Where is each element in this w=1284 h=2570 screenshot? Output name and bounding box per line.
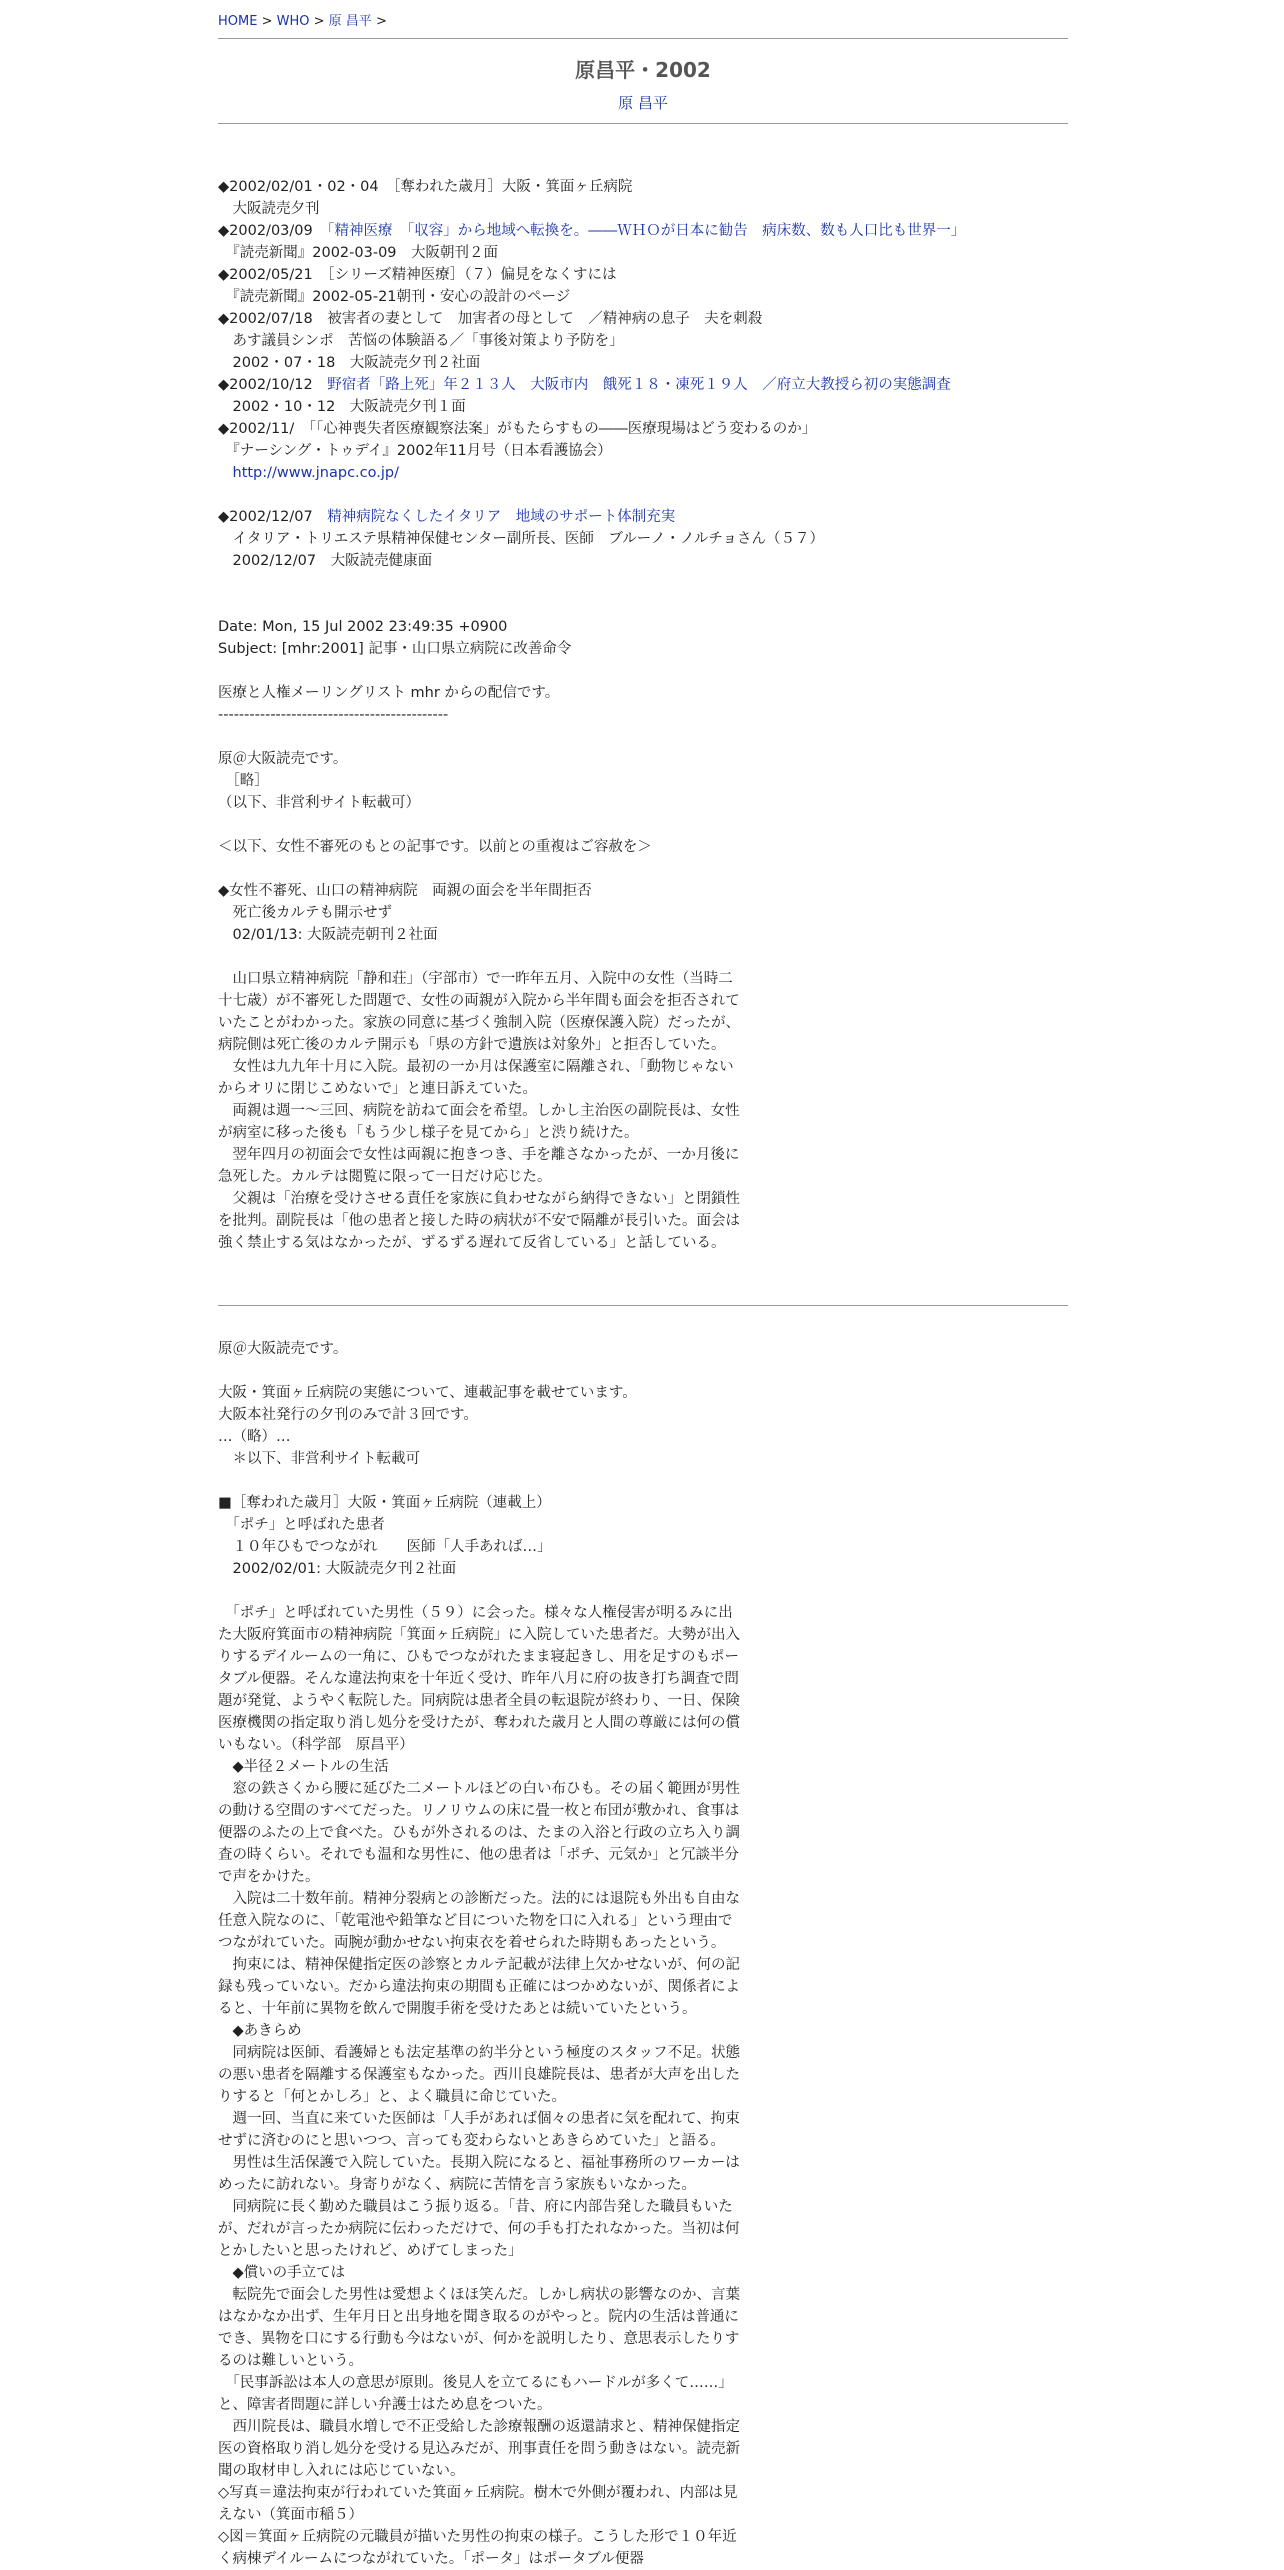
mail-line <box>218 946 1068 968</box>
article-line: 週一回、当直に来ていた医師は「人手があれば個々の患者に気を配れて、拘束 <box>218 2111 740 2127</box>
article-line: ◇写真＝違法拘束が行われていた箕面ヶ丘病院。樹木で外側が覆われ、内部は見 <box>218 2485 738 2501</box>
breadcrumb-person-link[interactable]: 原 昌平 <box>328 14 372 29</box>
list-line <box>218 198 1068 220</box>
mail-line: 山口県立精神病院「静和荘」（宇部市）で一昨年五月、入院中の女性（当時二 <box>218 971 733 987</box>
mail-line: Subject: [mhr:2001] 記事・山口県立病院に改善命令 <box>218 641 572 657</box>
mail-line: 父親は「治療を受けさせる責任を家族に負わせながら納得できない」と閉鎖性 <box>218 1191 740 1207</box>
list-line <box>218 264 1068 286</box>
article-line: 「ポチ」と呼ばれた患者 <box>218 1517 385 1533</box>
mail-line <box>218 660 1068 682</box>
article-line: ■［奪われた歳月］大阪・箕面ヶ丘病院（連載上） <box>218 1495 551 1511</box>
breadcrumb-separator: > <box>309 14 329 29</box>
mail-line: 02/01/13: 大阪読売朝刊２社面 <box>218 927 438 943</box>
list-line <box>218 242 1068 264</box>
article-line: 査の時くらい。それでも温和な男性に、他の患者は「ポチ、元気か」と冗談半分 <box>218 1847 739 1863</box>
mail-line: 両親は週一～三回、病院を訪ねて面会を希望。しかし主治医の副院長は、女性 <box>218 1103 740 1119</box>
list-line-text: ◆2002/10/12 <box>218 377 328 393</box>
article-line: 転院先で面会した男性は愛想よくほほ笑んだ。しかし病状の影響なのか、言葉 <box>218 2287 740 2303</box>
mail-line: ［略］ <box>218 773 269 789</box>
article-line: ◇図＝箕面ヶ丘病院の元職員が描いた男性の拘束の様子。こうした形で１０年近 <box>218 2529 737 2545</box>
article-line: タブル便器。そんな違法拘束を十年近く受け、昨年八月に府の抜き打ち調査で問 <box>218 1671 739 1687</box>
breadcrumb-separator: > <box>371 14 387 29</box>
article-body <box>218 1338 1068 2570</box>
article-line: 拘束には、精神保健指定医の診察とカルテ記載が法律上欠かせないが、何の記 <box>218 1957 740 1973</box>
list-line-text: 2002・10・12 大阪読売夕刊１面 <box>218 399 466 415</box>
list-line-text: ◆2002/12/07 <box>218 509 328 525</box>
list-line-text: 大阪読売夕刊 <box>218 201 320 217</box>
article-link[interactable]: 「精神医療 「収容」から地域へ転換を。――ＷＨＯが日本に勧告 病床数、数も人口比も世界一」 <box>327 223 966 239</box>
article-line: とかしたいと思ったけれど、めげてしまった」 <box>218 2243 523 2259</box>
article-line: １０年ひもでつながれ 医師「人手あれば…」 <box>218 1539 552 1555</box>
list-line <box>218 550 1068 572</box>
list-line <box>218 330 1068 352</box>
article-line: 題が発覚、ようやく転院した。同病院は患者全員の転退院が終わり、一日、保険 <box>218 1693 740 1709</box>
article-line: く病棟デイルームにつながれていた。「ポータ」はポータブル便器 <box>218 2551 644 2567</box>
article-line: めったに訪れない。身寄りがなく、病院に苦情を言う家族もいなかった。 <box>218 2177 697 2193</box>
article-line: りするデイルームの一角に、ひもでつながれたまま寝起きし、用を足すのもポー <box>218 1649 739 1665</box>
article-line: せずに済むのにと思いつつ、言っても変わらないとあきらめていた」と語る。 <box>218 2133 725 2149</box>
breadcrumb-separator: > <box>257 14 277 29</box>
article-line: るのは難しいという。 <box>218 2353 363 2369</box>
list-line-text: ◆2002/02/01・02・04 ［奪われた歳月］大阪・箕面ヶ丘病院 <box>218 179 633 195</box>
article-line: の悪い患者を隔離する保護室もなかった。西川良雄院長は、患者が大声を出した <box>218 2067 740 2083</box>
breadcrumb <box>218 10 387 29</box>
mail-line: が病室に移った後も「もう少し様子を見てから」と渋り続けた。 <box>218 1125 639 1141</box>
article-line: 同病院に長く勤めた職員はこう振り返る。「昔、府に内部告発した職員もいた <box>218 2199 733 2215</box>
article-line: ◆半径２メートルの生活 <box>218 1759 389 1775</box>
article-line: ◆あきらめ <box>218 2023 302 2039</box>
list-line <box>218 176 1068 198</box>
mail-line: ＜以下、女性不審死のもとの記事です。以前との重複はご容赦を＞ <box>218 839 652 855</box>
article-line: 原＠大阪読売です。 <box>218 1341 348 1357</box>
mail-line: からオリに閉じこめないで」と連日訴えていた。 <box>218 1081 537 1097</box>
mail-line: 翌年四月の初面会で女性は両親に抱きつき、手を離さなかったが、一か月後に <box>218 1147 740 1163</box>
mail-line <box>218 858 1068 880</box>
list-line[interactable] <box>218 374 1068 396</box>
mail-line: -------------------------------------------- <box>218 707 449 723</box>
article-line: 「ポチ」と呼ばれていた男性（５９）に会った。様々な人権侵害が明るみに出 <box>218 1605 733 1621</box>
mail-line: 急死した。カルテは閲覧に限って一日だけ応じた。 <box>218 1169 552 1185</box>
mail-line: 原＠大阪読売です。 <box>218 751 348 767</box>
mail-line: （以下、非営利サイト転載可） <box>218 795 420 811</box>
article-line: えない（箕面市稲５） <box>218 2507 363 2523</box>
mail-line: 死亡後カルテも開示せず <box>218 905 392 921</box>
article-line: 「民事訴訟は本人の意思が原則。後見人を立てるにもハードルが多くて……」 <box>218 2375 733 2391</box>
mail-line: Date: Mon, 15 Jul 2002 23:49:35 +0900 <box>218 619 508 635</box>
article-line: 2002/02/01: 大阪読売夕刊２社面 <box>218 1561 457 1577</box>
article-line: 便器のふたの上で食べた。ひもが外されるのは、たまの入浴と行政の立ち入り調 <box>218 1825 740 1841</box>
list-line <box>218 440 1068 462</box>
article-line: 大阪本社発行の夕刊のみで計３回です。 <box>218 1407 478 1423</box>
article-line: で声をかけた。 <box>218 1869 320 1885</box>
article-line <box>218 1470 1068 1492</box>
list-line-text: 2002・07・18 大阪読売夕刊２社面 <box>218 355 481 371</box>
list-line <box>218 528 1068 550</box>
list-line <box>218 418 1068 440</box>
list-line-text: ◆2002/11/ 「「心神喪失者医療観察法案」がもたらすもの――医療現場はどう変わるのか」 <box>218 421 817 437</box>
article-link[interactable]: http://www.jnapc.co.jp/ <box>218 465 399 481</box>
page-title: 原昌平・2002 <box>575 58 711 82</box>
list-line[interactable] <box>218 462 1068 484</box>
article-line: 医療機関の指定取り消し処分を受けたが、奪われた歳月と人間の尊厳には何の償 <box>218 1715 740 1731</box>
article-line: 録も残っていない。だから違法拘束の期間も正確にはつかめないが、関係者によ <box>218 1979 740 1995</box>
list-line-text: あす議員シンポ 苦悩の体験語る／「事後対策より予防を」 <box>218 333 624 349</box>
breadcrumb-home-link[interactable]: HOME <box>218 14 258 29</box>
article-line: 男性は生活保護で入院していた。長期入院になると、福祉事務所のワーカーは <box>218 2155 740 2171</box>
article-line <box>218 1580 1068 1602</box>
divider <box>218 123 1068 124</box>
list-line[interactable] <box>218 220 1068 242</box>
list-line <box>218 308 1068 330</box>
article-line: 窓の鉄さくから腰に延びた二メートルほどの白い布ひも。その届く範囲が男性 <box>218 1781 740 1797</box>
article-line: ると、十年前に異物を飲んで開腹手術を受けたあとは続いていたという。 <box>218 2001 697 2017</box>
article-line: 同病院は医師、看護婦とも法定基準の約半分という極度のスタッフ不足。状態 <box>218 2045 740 2061</box>
list-line[interactable] <box>218 506 1068 528</box>
article-line: りすると「何とかしろ」と、よく職員に命じていた。 <box>218 2089 566 2105</box>
article-line: ◆償いの手立ては <box>218 2265 346 2281</box>
article-line: 西川院長は、職員水増しで不正受給した診療報酬の返還請求と、精神保健指定 <box>218 2419 740 2435</box>
list-line-text: イタリア・トリエステ県精神保健センター副所長、医師 ブルーノ・ノルチョさん（５７） <box>218 531 824 547</box>
article-line <box>218 1360 1068 1382</box>
list-line-text: 『読売新聞』2002-03-09 大阪朝刊２面 <box>218 245 499 261</box>
article-line: が、だれが言ったか病院に伝わっただけで、何の手も打たれなかった。当初は何 <box>218 2221 740 2237</box>
mail-line: 十七歳）が不審死した問題で、女性の両親が入院から半年間も面会を拒否されて <box>218 993 740 1009</box>
breadcrumb-who-link[interactable]: WHO <box>276 14 310 29</box>
list-line-text: ◆2002/07/18 被害者の妻として 加害者の母として ／精神病の息子 夫を刺殺 <box>218 311 763 327</box>
mail-line <box>218 814 1068 836</box>
mail-line: を批判。副院長は「他の患者と接した時の病状が不安で隔離が長引いた。面会は <box>218 1213 740 1229</box>
list-line <box>218 484 1068 506</box>
article-line: 任意入院なのに、「乾電池や鉛筆など目についた物を口に入れる」という理由で <box>218 1913 733 1929</box>
article-line: いもない。（科学部 原昌平） <box>218 1737 414 1753</box>
article-line: でき、異物を口にする行動も今はないが、何かを説明したり、意思表示したりす <box>218 2331 740 2347</box>
article-link[interactable]: 野宿者「路上死」年２１３人 大阪市内 餓死１８・凍死１９人 ／府立大教授ら初の実態調査 <box>327 377 951 393</box>
mail-line: 医療と人権メーリングリスト mhr からの配信です。 <box>218 685 560 701</box>
article-line: ＊以下、非営利サイト転載可 <box>218 1451 420 1467</box>
divider <box>218 1305 1068 1306</box>
mail-line: ◆女性不審死、山口の精神病院 両親の面会を半年間拒否 <box>218 883 592 899</box>
article-line: 聞の取材申し入れには応じていない。 <box>218 2463 465 2479</box>
article-line: 医の資格取り消し処分を受ける見込みだが、刑事責任を問う動きはない。読売新 <box>218 2441 740 2457</box>
list-line <box>218 396 1068 418</box>
list-line-text: ◆2002/03/09 <box>218 223 328 239</box>
article-line: の動ける空間のすべてだった。リノリウムの床に畳一枚と布団が敷かれ、食事は <box>218 1803 740 1819</box>
article-line: 大阪・箕面ヶ丘病院の実態について、連載記事を載せています。 <box>218 1385 637 1401</box>
article-link[interactable]: 精神病院なくしたイタリア 地域のサポート体制充実 <box>327 509 676 525</box>
mail-line: 女性は九九年十月に入院。最初の一か月は保護室に隔離され、「動物じゃない <box>218 1059 734 1075</box>
article-line: つながれていた。両腕が動かせない拘束衣を着せられた時期もあったという。 <box>218 1935 726 1951</box>
list-line-text: 『ナーシング・トゥデイ』2002年11月号（日本看護協会） <box>218 443 612 459</box>
list-line-text: ◆2002/05/21 ［シリーズ精神医療］（７）偏見をなくすには <box>218 267 617 283</box>
divider <box>218 38 1068 39</box>
mail-message <box>218 616 1068 1254</box>
mail-line: 強く禁止する気はなかったが、ずるずる遅れて反省している」と話している。 <box>218 1235 726 1251</box>
list-line-text: 2002/12/07 大阪読売健康面 <box>218 553 433 569</box>
article-line: …（略）… <box>218 1429 291 1445</box>
list-line <box>218 352 1068 374</box>
publication-list <box>218 176 1068 572</box>
list-line-text: 『読売新聞』2002-05-21朝刊・安心の設計のページ <box>218 289 571 305</box>
article-line: と、障害者問題に詳しい弁護士はため息をついた。 <box>218 2397 552 2413</box>
article-line: 入院は二十数年前。精神分裂病との診断だった。法的には退院も外出も自由な <box>218 1891 740 1907</box>
mail-line: 病院側は死亡後のカルテ開示も「県の方針で遺族は対象外」と拒否していた。 <box>218 1037 726 1053</box>
author-link[interactable]: 原 昌平 <box>618 94 668 112</box>
article-line: た大阪府箕面市の精神病院「箕面ヶ丘病院」に入院していた患者だ。大勢が出入 <box>218 1627 740 1643</box>
list-line <box>218 286 1068 308</box>
article-line: はなかなか出ず、生年月日と出身地を聞き取るのがやっと。院内の生活は普通に <box>218 2309 739 2325</box>
mail-line <box>218 726 1068 748</box>
mail-line: いたことがわかった。家族の同意に基づく強制入院（医療保護入院）だったが、 <box>218 1015 740 1031</box>
